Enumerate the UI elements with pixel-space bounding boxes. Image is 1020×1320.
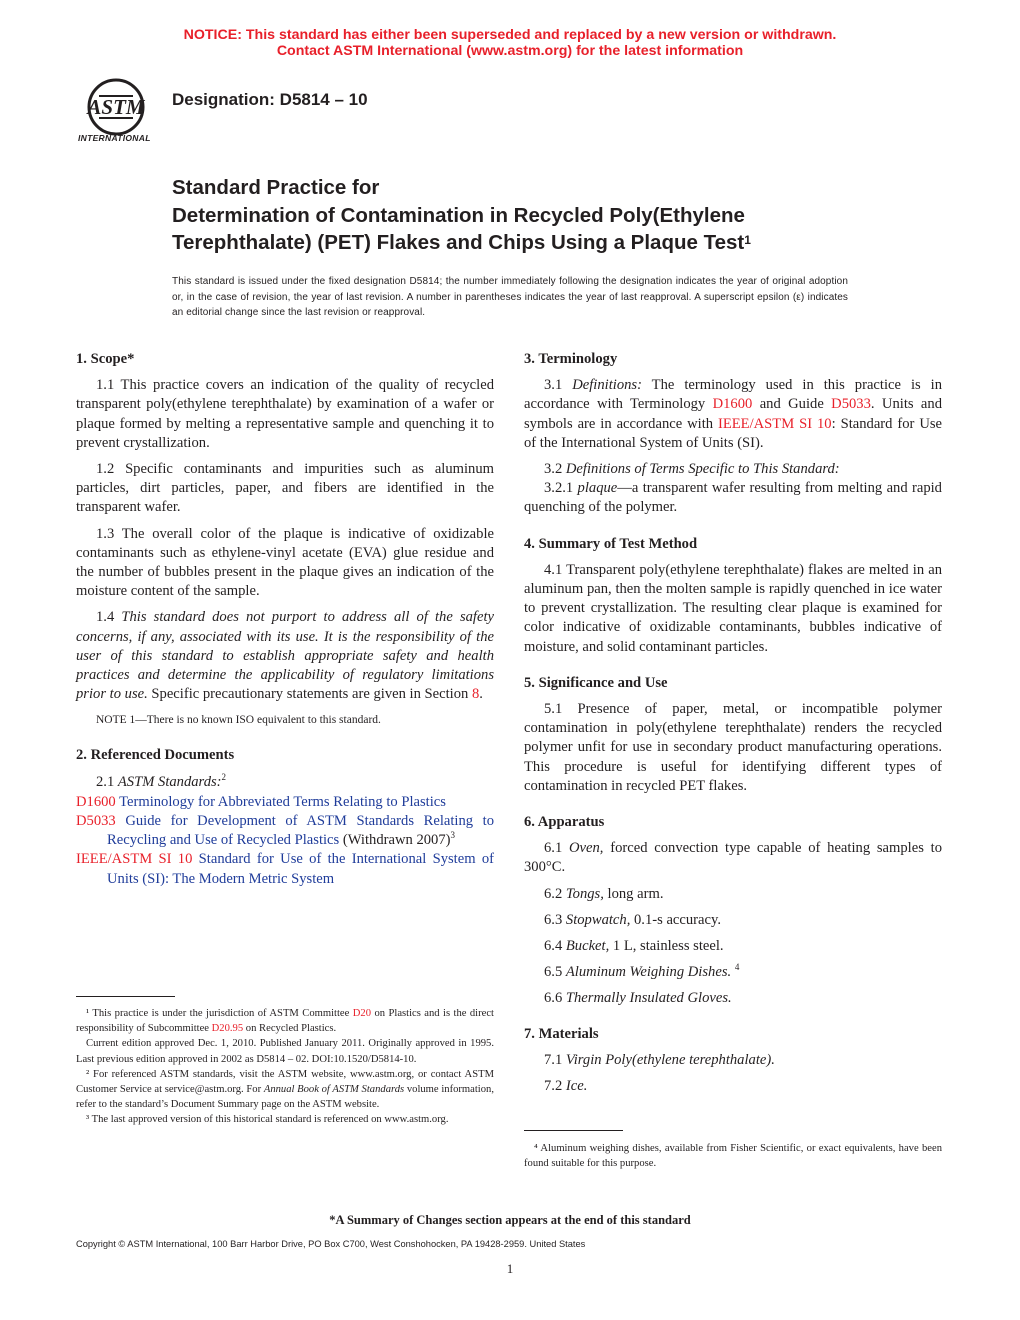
para-3-2-1: 3.2.1 plaque—a transparent wafer resulting from melting and rapid quenching of the polymer.	[524, 480, 942, 516]
para-3-1: 3.1 Definitions: The terminology used in this practice is in accordance with Terminology D1600 and Guide D5033. Units and symbols are in accordance with IEEE/ASTM SI 10: Standard for Use of the International System of Units (SI).	[524, 377, 943, 451]
notice-line-1: NOTICE: This standard has either been superseded and replaced by a new version or withdrawn.	[183, 27, 837, 43]
para-6-4: 6.4 Bucket, 1 L, stainless steel.	[544, 938, 724, 955]
designation: Designation: D5814 – 10	[172, 90, 368, 109]
ref-d1600	[76, 793, 494, 812]
ref-d1600-title[interactable]: Terminology for Abbreviated Terms Relating to Plastics	[115, 793, 446, 810]
ref-d1600-code[interactable]: D1600	[76, 793, 116, 810]
title-footnote-mark: 1	[744, 233, 751, 247]
para-6-6: 6.6 Thermally Insulated Gloves.	[544, 990, 732, 1007]
section-7-heading: 7. Materials	[524, 1025, 599, 1042]
para-4-1: 4.1 Transparent poly(ethylene terephthalate) flakes are melted in an aluminum pan, then the molten sample is rapidly quenched in ice water to prevent crystallization. The resulting clear plaque is examined for color indicative of oxidizable contaminants, bubbles indicative of moisture, and solid contaminant particles.	[524, 561, 942, 655]
ref-si10	[76, 850, 494, 888]
para-1-3: 1.3 The overall color of the plaque is indicative of oxidizable contaminants such as ethylene-vinyl acetate (EVA) glue residue and the number of bubbles present in the plaque gives an indication of the moisture content of the sample.	[76, 525, 494, 600]
logo-caption: INTERNATIONAL	[78, 133, 151, 143]
para-7-1: 7.1 Virgin Poly(ethylene terephthalate).	[544, 1051, 775, 1068]
ref-si10-title[interactable]: Standard for Use of the International System of Units (SI): The Modern Metric System	[107, 851, 495, 887]
footnote-2: ² For referenced ASTM standards, visit the ASTM website, www.astm.org, or contact ASTM Customer Service at service@astm.org. For Annual Book of ASTM Standards volume information, refer to the standard’s Document Summary page on the ASTM website.	[76, 1068, 494, 1111]
page-title	[172, 174, 972, 257]
copyright: Copyright © ASTM International, 100 Barr Harbor Drive, PO Box C700, West Conshohocken, PA 19428-2959. United States	[76, 1239, 586, 1249]
section-3-heading: 3. Terminology	[524, 351, 618, 367]
section-1-heading: 1. Scope*	[76, 351, 135, 367]
footnotes-left	[76, 1006, 494, 1128]
note-1: NOTE 1—There is no known ISO equivalent to this standard.	[96, 714, 381, 727]
ref-d5033: D5033 Guide for Development of ASTM Standards Relating to Recycling and Use of Recycled Plastics (Withdrawn 2007)$^3$	[76, 813, 494, 849]
si10-link[interactable]: IEEE/ASTM SI 10	[717, 415, 832, 432]
committee-d20-link[interactable]: D20	[352, 1008, 372, 1019]
ref-d5033-code[interactable]: D5033	[76, 813, 116, 830]
subcommittee-d2095-link[interactable]: D20.95	[211, 1023, 244, 1035]
para-1-2: 1.2 Specific contaminants and impurities such as aluminum particles, dirt particles, paper, and fibers are identified in the transparent wafer.	[76, 461, 494, 516]
footnote-1-edition: Current edition approved Dec. 1, 2010. Published January 2011. Originally approved in 1995. Last previous edition approved in 2002 as D5814 – 02. DOI:10.1520/D5814-10.	[76, 1038, 494, 1065]
left-column	[76, 350, 494, 889]
para-6-2: 6.2 Tongs, long arm.	[544, 885, 664, 902]
ref-d5033-title[interactable]: Guide for Development of ASTM Standards Relating to Recycling and Use of Recycled Plastics	[107, 813, 494, 849]
title-line-1: Standard Practice for	[172, 176, 380, 199]
title-line-2: Determination of Contamination in Recycled Poly(Ethylene	[172, 203, 745, 227]
para-1-1: 1.1 This practice covers an indication of the quality of recycled transparent poly(ethylene terephthalate) by examination of a wafer or plaque formed by melting a representative sample and quenching it to prevent crystallization.	[76, 377, 494, 451]
issued-statement: This standard is issued under the fixed designation D5814; the number immediately following the designation indicates the year of original adoption or, in the case of revision, the year of last revision. A number in parentheses indicates the year of last reapproval. A superscript epsilon (ε) indicates an editorial change since the last revision or reapproval.	[172, 276, 848, 318]
page-number: 1	[506, 1261, 514, 1276]
section-2-heading: 2. Referenced Documents	[76, 747, 235, 764]
para-6-1: 6.1 Oven, forced convection type capable of heating samples to 300°C.	[524, 840, 943, 876]
d5033-link[interactable]: D5033	[831, 396, 871, 413]
footnote-divider-right	[524, 1130, 623, 1131]
notice-line-2: Contact ASTM International (www.astm.org) for the latest information	[276, 43, 744, 59]
right-column	[524, 350, 942, 1096]
section-8-link[interactable]: 8	[471, 686, 480, 703]
para-6-3: 6.3 Stopwatch, 0.1-s accuracy.	[544, 911, 721, 928]
para-5-1: 5.1 Presence of paper, metal, or incompatible polymer contamination in poly(ethylene terephthalate) renders the recycled polymer unfit for use in secondary product manufacturing operations. This procedure is useful for identifying different types of contamination in recycled PET flakes.	[524, 701, 942, 794]
section-5-heading: 5. Significance and Use	[524, 674, 668, 691]
footnote-divider-left	[76, 996, 175, 997]
logo-letters: ASTM	[87, 95, 145, 119]
para-2-1: 2.1 ASTM Standards:$^2$	[96, 771, 227, 790]
section-4-heading: 4. Summary of Test Method	[524, 535, 698, 552]
footnote-1: ¹ This practice is under the jurisdiction of ASTM Committee D20 on Plastics and is the direct responsibility of Subcommittee D20.95 on Recycled Plastics.	[76, 1008, 494, 1035]
para-6-5: 6.5 Aluminum Weighing Dishes. $^4$	[544, 962, 740, 981]
title-line-3: Terephthalate) (PET) Flakes and Chips Using a Plaque Test$^1$	[172, 231, 751, 254]
summary-of-changes-note: *A Summary of Changes section appears at the end of this standard	[329, 1213, 691, 1227]
astm-logo	[72, 76, 162, 146]
para-1-4: 1.4 This standard does not purport to address all of the safety concerns, if any, associated with its use. It is the responsibility of the user of this standard to establish appropriate safety and health practices and determine the applicability of regulatory limitations prior to use. Specific precautionary statements are given in Section 8.	[76, 609, 494, 703]
d1600-link[interactable]: D1600	[712, 396, 753, 413]
para-7-2: 7.2 Ice.	[544, 1078, 588, 1095]
section-6-heading: 6. Apparatus	[524, 814, 605, 831]
footnote-3: ³ The last approved version of this historical standard is referenced on www.astm.org.	[86, 1114, 449, 1126]
footnote-4: ⁴ Aluminum weighing dishes, available from Fisher Scientific, or exact equivalents, have been found suitable for this purpose.	[524, 1143, 942, 1170]
para-3-2: 3.2 Definitions of Terms Specific to This Standard:	[544, 461, 840, 478]
ref-si10-code[interactable]: IEEE/ASTM SI 10	[76, 851, 193, 868]
footnotes-right	[524, 1141, 942, 1171]
